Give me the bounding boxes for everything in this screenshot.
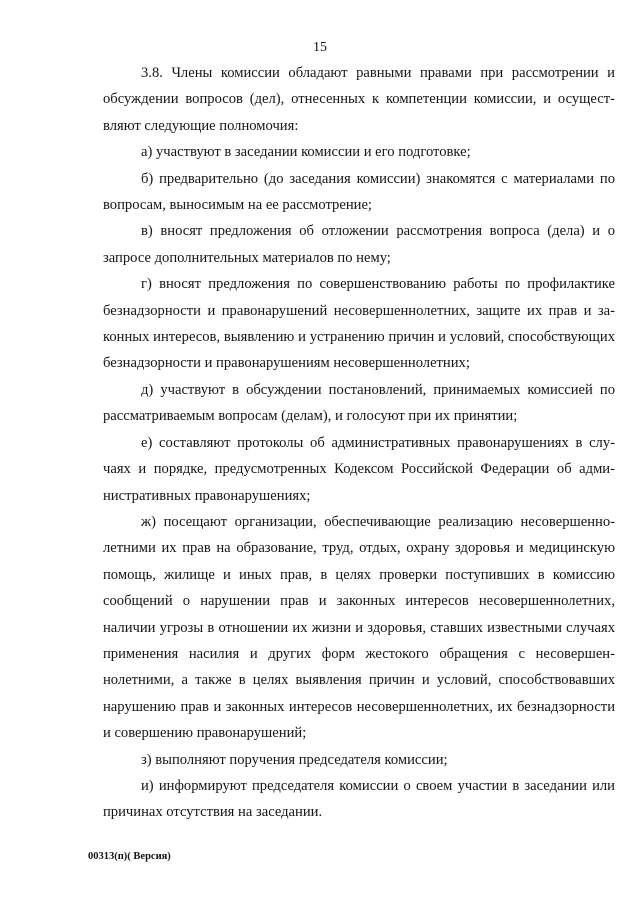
paragraph-e: е) составляют протоколы об административных правонарушениях в случаях и порядке, предусмотренных Кодексом Российской Федерации об административных правонарушениях; [103,434,615,504]
paragraph-g: г) вносят предложения по совершенствованию работы по профилактике безнадзорности и правонарушений несовершеннолетних, защите их прав и законных интересов, выявлению и устранению причин и условий, способствующих безнадзорности и правонарушениям несовершеннолетних; [103,276,615,372]
paragraph-z: з) выполняют поручения председателя комиссии; [141,751,448,768]
paragraph-i: и) информируют председателя комиссии о своем участии в заседании или причинах отсутствия на заседании. [103,777,615,821]
footer-document-code: 00313(п)( Версия) [88,851,171,862]
document-body [103,60,615,826]
paragraph-zh: ж) посещают организации, обеспечивающие реализацию несовершеннолетними их прав на образование, труд, отдых, охрану здоровья и медицинскую помощь, жилище и иных прав, в целях проверки поступивших в комиссию сообщений о нарушении прав и законных интересов несовершеннолетних, наличии угрозы в отношении их жизни и здоровья, ставших известными случаях применения насилия и других форм жестокого обращения с несовершеннолетними, а также в целях выявления причин и условий, способствовавших нарушению прав и законных интересов несовершеннолетних, их безнадзорности и совершению правонарушений; [103,513,615,742]
paragraph-d: д) участвуют в обсуждении постановлений, принимаемых комиссией по рассматриваемым вопросам (делам), и голосуют при их принятии; [103,381,615,425]
page-number: 15 [313,40,327,55]
paragraph-a: а) участвуют в заседании комиссии и его подготовке; [141,144,471,161]
paragraph-3-8: 3.8. Члены комиссии обладают равными правами при рассмотрении и обсуждении вопросов (дел), отнесенных к компетенции комиссии, и осуществляют следующие полномочия: [103,65,615,134]
paragraph-v: в) вносят предложения об отложении рассмотрения вопроса (дела) и о запросе дополнительных материалов по нему; [103,223,615,266]
paragraph-b: б) предварительно (до заседания комиссии) знакомятся с материалами по вопросам, выносимым на ее рассмотрение; [103,170,615,214]
